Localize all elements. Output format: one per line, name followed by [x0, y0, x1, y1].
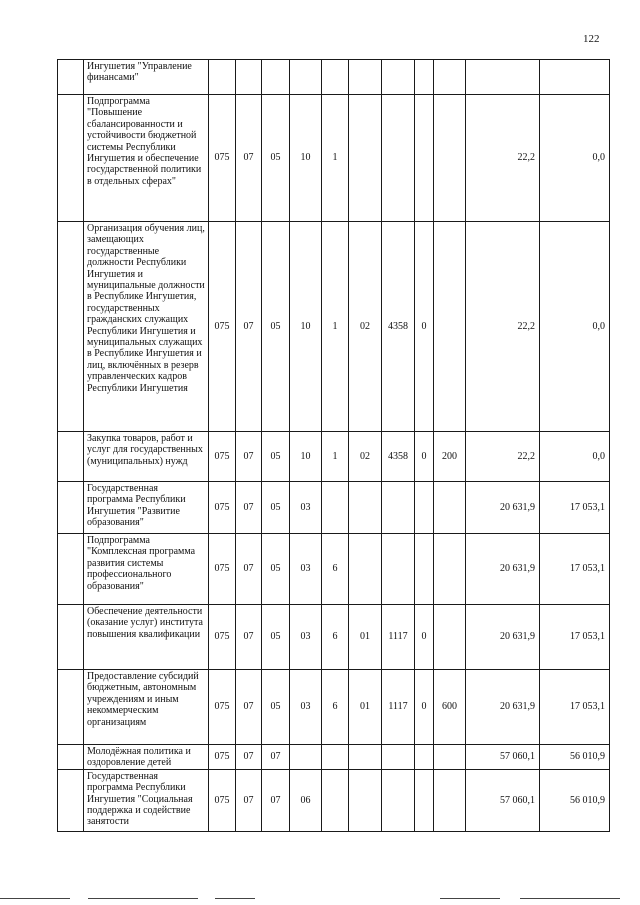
code-vr [434, 482, 466, 534]
code-om [349, 745, 382, 770]
amount-year-1: 57 060,1 [466, 769, 540, 831]
code-gp: 03 [290, 605, 322, 670]
code-dir [382, 482, 415, 534]
code-ved: 075 [209, 432, 236, 482]
row-name: Ингушетия "Управление финансами" [84, 60, 209, 95]
row-name: Государственная программа Республики Ингушетия "Социальная поддержка и содействие занятости [84, 769, 209, 831]
code-subdir [415, 95, 434, 222]
code-rz: 07 [236, 482, 262, 534]
amount-year-1: 22,2 [466, 95, 540, 222]
code-dir [382, 95, 415, 222]
code-gp: 03 [290, 534, 322, 605]
amount-year-1: 22,2 [466, 432, 540, 482]
code-gp: 06 [290, 769, 322, 831]
row-name: Подпрограмма "Комплексная программа развития системы профессионального образования" [84, 534, 209, 605]
code-pr: 05 [262, 534, 290, 605]
table-body [58, 60, 610, 832]
amount-year-2: 17 053,1 [540, 534, 610, 605]
table-row [58, 95, 610, 222]
table-row [58, 432, 610, 482]
code-vr [434, 95, 466, 222]
code-dir: 1117 [382, 670, 415, 745]
amount-year-2: 0,0 [540, 95, 610, 222]
blank-cell [58, 745, 84, 770]
amount-year-1: 20 631,9 [466, 482, 540, 534]
table-row [58, 745, 610, 770]
amount-year-1: 20 631,9 [466, 605, 540, 670]
amount-year-2: 17 053,1 [540, 670, 610, 745]
blank-cell [58, 482, 84, 534]
code-vr [434, 605, 466, 670]
table-row [58, 222, 610, 432]
code-subdir: 0 [415, 432, 434, 482]
code-om [349, 534, 382, 605]
code-pp: 1 [322, 95, 349, 222]
code-dir [382, 534, 415, 605]
code-vr [434, 222, 466, 432]
code-om: 01 [349, 670, 382, 745]
code-pp [322, 482, 349, 534]
code-pr: 05 [262, 222, 290, 432]
code-om [349, 60, 382, 95]
table-row [58, 60, 610, 95]
code-dir: 4358 [382, 432, 415, 482]
row-name: Государственная программа Республики Ингушетия "Развитие образования" [84, 482, 209, 534]
code-vr [434, 769, 466, 831]
amount-year-2 [540, 60, 610, 95]
code-pp: 6 [322, 605, 349, 670]
amount-year-2: 0,0 [540, 222, 610, 432]
code-pp: 1 [322, 222, 349, 432]
table-row [58, 534, 610, 605]
amount-year-2: 56 010,9 [540, 769, 610, 831]
code-om [349, 769, 382, 831]
row-name: Подпрограмма "Повышение сбалансированности и устойчивости бюджетной системы Республики Ингушетия и обеспечение государственной политики в отдельных сферах" [84, 95, 209, 222]
code-subdir: 0 [415, 605, 434, 670]
code-gp: 10 [290, 432, 322, 482]
blank-cell [58, 769, 84, 831]
code-pr: 05 [262, 605, 290, 670]
code-vr: 200 [434, 432, 466, 482]
row-name: Организация обучения лиц, замещающих государственные должности Республики Ингушетия и муниципальные должности в Республике Ингушетия, государственных гражданских служащих Республики Ингушетия и муниципальных служащих в Республике Ингушетия и лиц, включённых в резерв управленческих кадров Республики Ингушетия [84, 222, 209, 432]
code-pr: 05 [262, 432, 290, 482]
amount-year-1: 57 060,1 [466, 745, 540, 770]
code-vr [434, 60, 466, 95]
code-subdir: 0 [415, 670, 434, 745]
code-gp: 10 [290, 95, 322, 222]
page-bottom-edge [0, 892, 640, 905]
code-dir [382, 60, 415, 95]
code-subdir [415, 769, 434, 831]
code-ved: 075 [209, 95, 236, 222]
code-rz: 07 [236, 432, 262, 482]
code-ved: 075 [209, 534, 236, 605]
code-ved: 075 [209, 769, 236, 831]
amount-year-2: 56 010,9 [540, 745, 610, 770]
code-vr [434, 534, 466, 605]
code-pp: 1 [322, 432, 349, 482]
code-gp [290, 745, 322, 770]
amount-year-1: 22,2 [466, 222, 540, 432]
code-om: 01 [349, 605, 382, 670]
code-dir: 4358 [382, 222, 415, 432]
code-ved: 075 [209, 222, 236, 432]
code-gp: 03 [290, 482, 322, 534]
code-pr [262, 60, 290, 95]
code-subdir [415, 482, 434, 534]
code-rz: 07 [236, 745, 262, 770]
amount-year-2: 0,0 [540, 432, 610, 482]
code-rz [236, 60, 262, 95]
amount-year-1: 20 631,9 [466, 534, 540, 605]
code-subdir [415, 745, 434, 770]
blank-cell [58, 534, 84, 605]
row-name: Обеспечение деятельности (оказание услуг) института повышения квалификации [84, 605, 209, 670]
code-ved: 075 [209, 605, 236, 670]
code-pp: 6 [322, 670, 349, 745]
code-ved: 075 [209, 670, 236, 745]
code-pp [322, 60, 349, 95]
code-rz: 07 [236, 534, 262, 605]
code-subdir [415, 60, 434, 95]
code-pp [322, 769, 349, 831]
amount-year-1: 20 631,9 [466, 670, 540, 745]
table-row [58, 670, 610, 745]
code-ved: 075 [209, 745, 236, 770]
table-row [58, 769, 610, 831]
table-row [58, 482, 610, 534]
blank-cell [58, 670, 84, 745]
blank-cell [58, 605, 84, 670]
code-rz: 07 [236, 95, 262, 222]
code-pr: 05 [262, 482, 290, 534]
code-dir [382, 769, 415, 831]
row-name: Молодёжная политика и оздоровление детей [84, 745, 209, 770]
budget-table [57, 59, 610, 832]
code-ved [209, 60, 236, 95]
code-dir [382, 745, 415, 770]
code-rz: 07 [236, 670, 262, 745]
code-om: 02 [349, 222, 382, 432]
amount-year-2: 17 053,1 [540, 482, 610, 534]
code-pp [322, 745, 349, 770]
code-rz: 07 [236, 222, 262, 432]
code-om: 02 [349, 432, 382, 482]
code-pr: 05 [262, 95, 290, 222]
code-subdir: 0 [415, 222, 434, 432]
code-om [349, 482, 382, 534]
code-vr: 600 [434, 670, 466, 745]
code-dir: 1117 [382, 605, 415, 670]
page-number: 122 [583, 33, 600, 45]
row-name: Предоставление субсидий бюджетным, автономным учреждениям и иным некоммерческим организациям [84, 670, 209, 745]
blank-cell [58, 95, 84, 222]
code-subdir [415, 534, 434, 605]
code-pr: 07 [262, 745, 290, 770]
code-ved: 075 [209, 482, 236, 534]
code-pr: 07 [262, 769, 290, 831]
code-pr: 05 [262, 670, 290, 745]
blank-cell [58, 222, 84, 432]
code-vr [434, 745, 466, 770]
row-name: Закупка товаров, работ и услуг для государственных (муниципальных) нужд [84, 432, 209, 482]
code-rz: 07 [236, 605, 262, 670]
amount-year-1 [466, 60, 540, 95]
table-row [58, 605, 610, 670]
code-gp [290, 60, 322, 95]
code-om [349, 95, 382, 222]
code-rz: 07 [236, 769, 262, 831]
amount-year-2: 17 053,1 [540, 605, 610, 670]
code-gp: 10 [290, 222, 322, 432]
code-gp: 03 [290, 670, 322, 745]
blank-cell [58, 432, 84, 482]
code-pp: 6 [322, 534, 349, 605]
blank-cell [58, 60, 84, 95]
